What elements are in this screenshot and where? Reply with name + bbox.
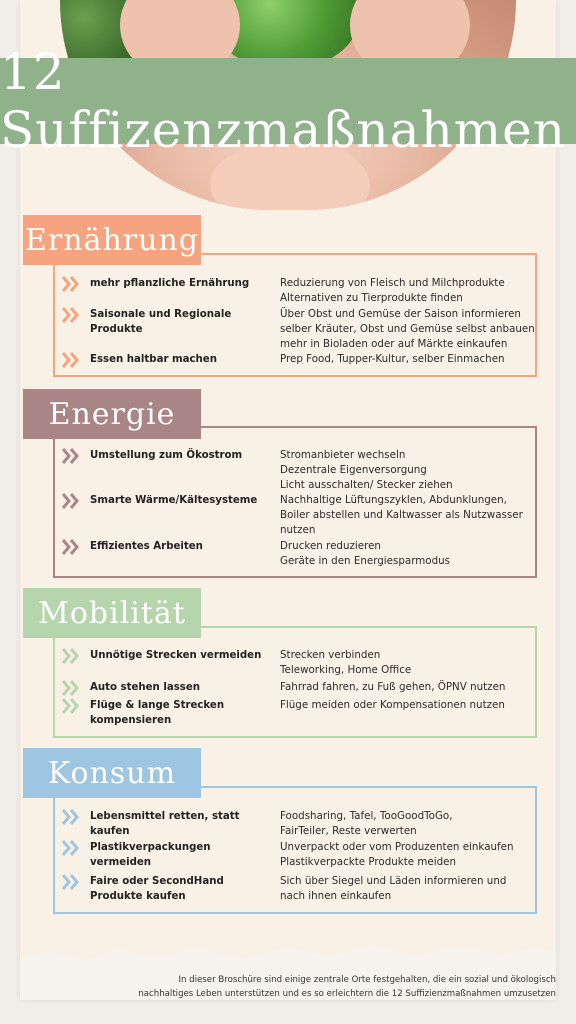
measure-title: Essen haltbar machen	[90, 354, 217, 365]
measure-actions	[280, 307, 540, 352]
double-chevron-icon	[62, 307, 80, 323]
measure-title: Plastikverpackungen vermeiden	[90, 842, 211, 868]
measure-title: Unnötige Strecken vermeiden	[90, 650, 262, 661]
measure-actions	[280, 874, 540, 904]
action-line: mehr in Bioladen oder auf Märkte einkaufen	[280, 338, 508, 350]
double-chevron-icon	[62, 276, 80, 292]
double-chevron-icon	[62, 352, 80, 368]
double-chevron-icon	[62, 539, 80, 555]
measure-actions	[280, 840, 540, 870]
measure-actions	[280, 539, 540, 569]
footer-line-2: nachhaltiges Leben unterstützen und es so erleichtern die 12 Suffizienzmaßnahmen umzusetzen	[138, 989, 556, 999]
action-line: Unverpackt oder vom Produzenten einkaufen	[280, 841, 514, 853]
footer-note	[20, 973, 556, 1001]
double-chevron-icon	[62, 680, 80, 696]
double-chevron-icon	[62, 698, 80, 714]
measure-title: Faire oder SecondHand Produkte kaufen	[90, 876, 224, 902]
action-line: Prep Food, Tupper-Kultur, selber Einmachen	[280, 353, 505, 365]
action-line: Plastikverpackte Produkte meiden	[280, 856, 457, 868]
double-chevron-icon	[62, 493, 80, 509]
double-chevron-icon	[62, 809, 80, 825]
footer-line-1: In dieser Broschüre sind einige zentrale Orte festgehalten, die ein sozial und ökologisch	[178, 975, 556, 985]
action-line: Boiler abstellen und Kaltwasser als Nutzwasser	[280, 509, 523, 521]
double-chevron-icon	[62, 448, 80, 464]
action-line: Dezentrale Eigenversorgung	[280, 464, 427, 476]
section-label-text: Konsum	[47, 755, 177, 791]
action-line: Geräte in den Energiesparmodus	[280, 555, 451, 567]
section-label-ernaehrung	[23, 215, 201, 265]
section-label-mobilitaet	[23, 588, 201, 638]
double-chevron-icon	[62, 648, 80, 664]
action-line: Über Obst und Gemüse der Saison informieren	[280, 308, 521, 320]
double-chevron-icon	[62, 874, 80, 890]
measure-title: Effizientes Arbeiten	[90, 541, 203, 552]
measure-actions	[280, 809, 540, 839]
measure-title: Auto stehen lassen	[90, 682, 201, 693]
action-line: FairTeiler, Reste verwerten	[280, 825, 417, 837]
action-line: Nachhaltige Lüftungszyklen, Abdunklungen,	[280, 494, 507, 506]
section-label-text: Mobilität	[38, 595, 186, 631]
page-title: 12 Suffizenzmaßnahmen	[0, 43, 566, 159]
action-line: selber Kräuter, Obst und Gemüse selbst anbauen	[280, 323, 535, 335]
action-line: Fahrrad fahren, zu Fuß gehen, ÖPNV nutzen	[280, 681, 506, 693]
measure-title: Saisonale und Regionale Produkte	[90, 309, 232, 335]
action-line: nach ihnen einkaufen	[280, 890, 392, 902]
action-line: Teleworking, Home Office	[280, 664, 412, 676]
measure-actions	[280, 698, 540, 713]
section-label-text: Ernährung	[25, 222, 199, 258]
action-line: Stromanbieter wechseln	[280, 449, 406, 461]
title-band	[0, 43, 576, 159]
measure-title: Lebensmittel retten, statt kaufen	[90, 811, 240, 837]
action-line: Licht ausschalten/ Stecker ziehen	[280, 479, 453, 491]
measure-title: Smarte Wärme/Kältesysteme	[90, 495, 258, 506]
action-line: Sich über Siegel und Läden informieren und	[280, 875, 507, 887]
section-label-energie	[23, 389, 201, 439]
measure-title: Flüge & lange Strecken kompensieren	[90, 700, 225, 726]
action-line: Strecken verbinden	[280, 649, 381, 661]
action-line: nutzen	[280, 524, 316, 536]
action-line: Flüge meiden oder Kompensationen nutzen	[280, 699, 505, 711]
measure-actions	[280, 352, 540, 367]
measure-actions	[280, 276, 540, 306]
double-chevron-icon	[62, 840, 80, 856]
action-line: Foodsharing, Tafel, TooGoodToGo,	[280, 810, 453, 822]
measure-actions	[280, 648, 540, 678]
measure-actions	[280, 493, 540, 538]
measure-title: Umstellung zum Ökostrom	[90, 450, 243, 461]
action-line: Alternativen zu Tierprodukte finden	[280, 292, 463, 304]
action-line: Drucken reduzieren	[280, 540, 381, 552]
action-line: Reduzierung von Fleisch und Milchprodukte	[280, 277, 505, 289]
measure-title: mehr pflanzliche Ernährung	[90, 278, 250, 289]
measure-actions	[280, 680, 540, 695]
section-label-konsum	[23, 748, 201, 798]
measure-actions	[280, 448, 540, 493]
section-label-text: Energie	[48, 396, 176, 432]
